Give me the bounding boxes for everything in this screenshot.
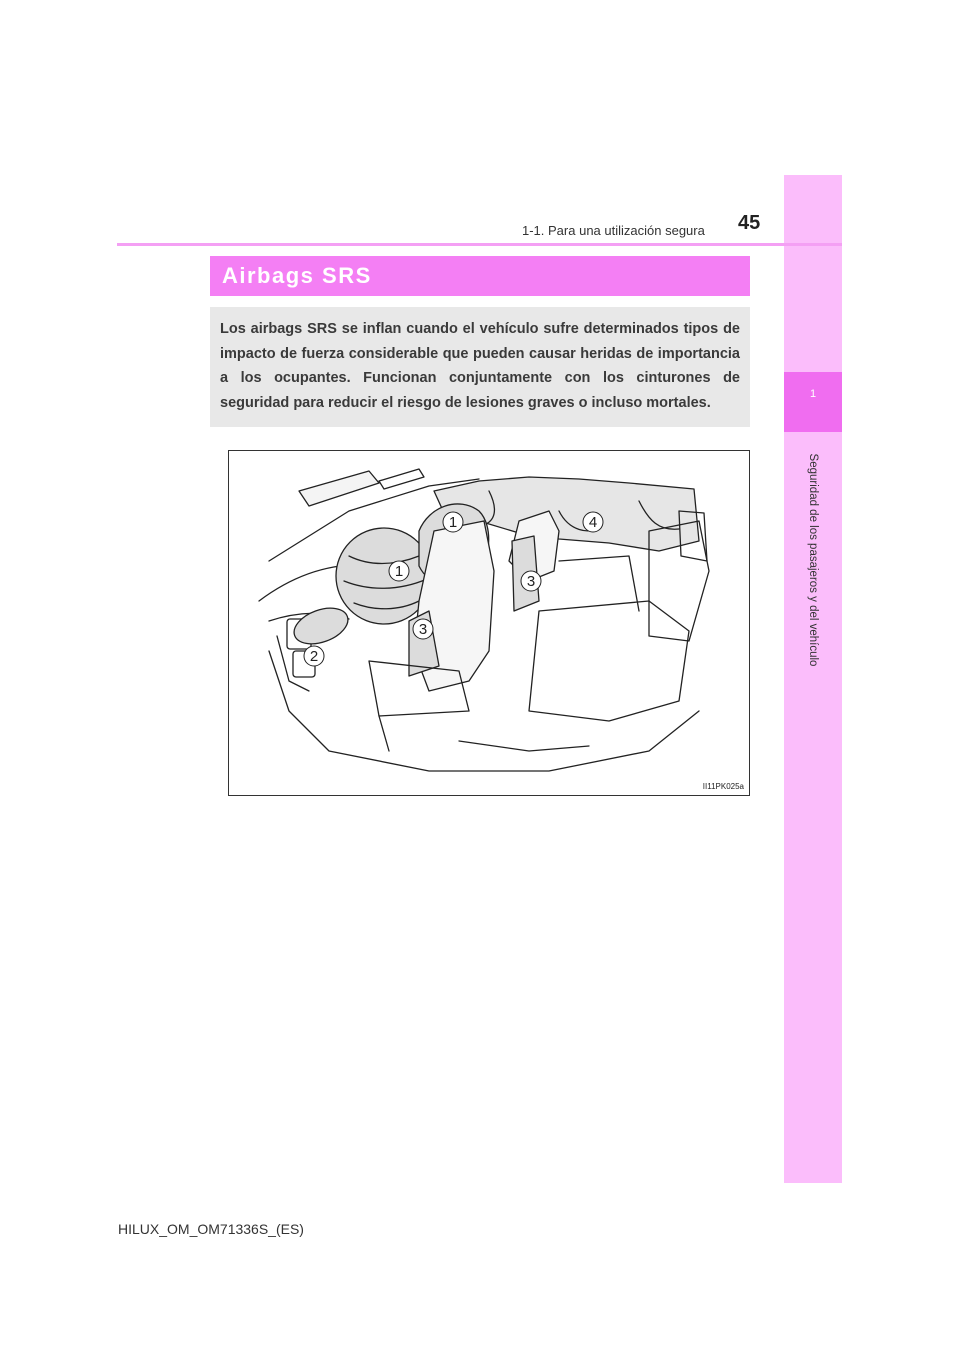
page-number: 45 (738, 212, 761, 234)
intro-text: Los airbags SRS se inflan cuando el vehículo sufre determinados tipos de impacto de fuerza considerable que pueden causar heridas de importancia a los ocupantes. Funcionan conjuntamente con los cinturones de seguridad para reducir el riesgo de lesiones graves o incluso mortales. (220, 321, 740, 411)
airbag-illustration (228, 450, 750, 796)
figure-code: II11PK025a (702, 782, 744, 791)
callout-3-lower: 3 (418, 621, 428, 638)
page-title: Airbags SRS (222, 263, 372, 288)
section-title: 1-1. Para una utilización segura (522, 223, 705, 238)
callout-3-upper: 3 (526, 573, 536, 590)
header-divider (117, 243, 842, 246)
car-interior-drawing (229, 451, 751, 797)
intro-box (210, 307, 750, 427)
callout-2: 2 (309, 648, 319, 665)
chapter-tab-active (784, 372, 842, 432)
callout-1-upper: 1 (448, 514, 458, 531)
chapter-label: Seguridad de los pasajeros y del vehículo (807, 453, 819, 667)
title-bar (210, 256, 750, 296)
document-footer: HILUX_OM_OM71336S_(ES) (118, 1221, 304, 1237)
callout-4: 4 (588, 514, 598, 531)
chapter-number: 1 (809, 388, 817, 400)
chapter-side-tab (784, 175, 842, 1183)
callout-1-lower: 1 (394, 563, 404, 580)
